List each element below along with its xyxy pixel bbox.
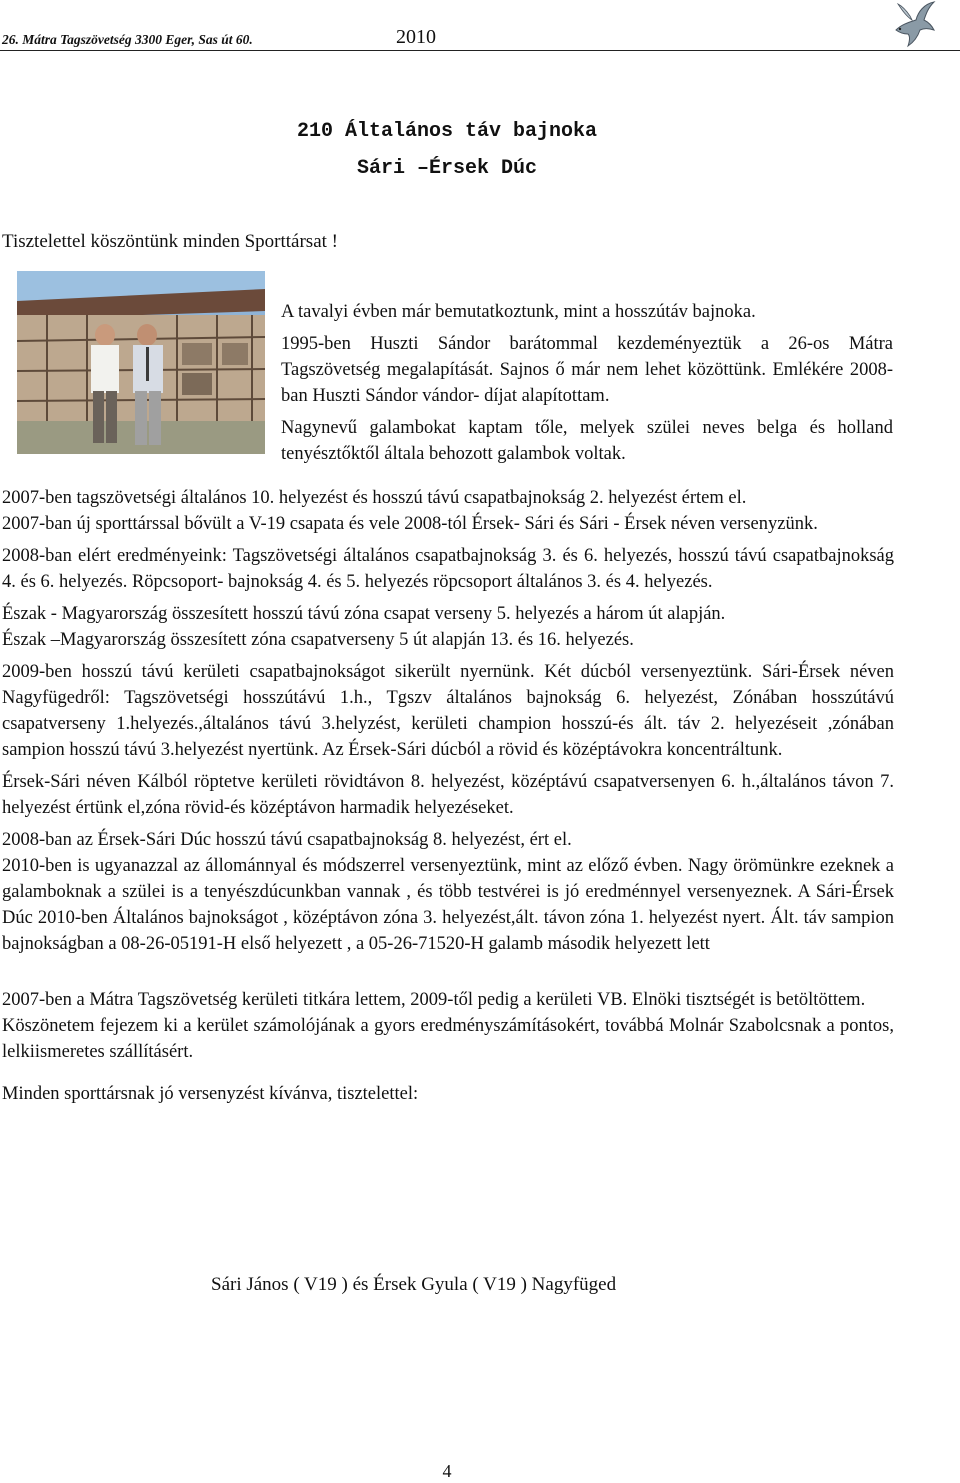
greeting: Tisztelettel köszöntünk minden Sporttársat ! [2,231,338,252]
closing-line: Minden sporttársnak jó versenyzést kívánva, tisztelettel: [2,1084,419,1104]
body-paragraph: Köszönetem fejezem ki a kerület számolójának a gyors eredményszámításokért, továbbá Molnár Szabolcsnak a pontos, lelkiismeretes szállításért. [2,1016,894,1062]
intro-paragraph: Nagynevű galambokat kaptam tőle, melyek szülei neves belga és holland tenyésztőktől általa behozott galambok voltak. [281,418,893,464]
body-paragraph: Érsek-Sári néven Kálból röptetve kerületi rövidtávon 8. helyezést, középtávú csapatversenyen 6. h.,általános távon 7. helyezést értünk el,zóna rövid-és középtávon harmadik helyezéseket. [2,772,894,818]
body-paragraph: Észak - Magyarország összesített hosszú távú zóna csapat verseny 5. helyezés a három út alapján. [2,604,726,624]
dove-icon [888,0,938,48]
body-paragraph: 2008-ban elért eredményeink: Tagszövetségi általános csapatbajnokság 3. és 6. helyezés, hosszú távú csapatbajnokság 4. és 6. helyezés. Röpcsoport- bajnokság 4. és 5. helyezés röpcsoport általános 3. és 4. helyezés. [2,546,894,592]
photo [17,271,265,454]
document-subtitle: Sári –Érsek Dúc [356,157,538,180]
header-year: 2010 [396,26,436,48]
intro-paragraph: A tavalyi évben már bemutatkoztunk, mint a hosszútáv bajnoka. [281,302,756,322]
body-paragraph: 2009-ben hosszú távú kerületi csapatbajnokságot sikerült nyernünk. Két dúcból versenyeztünk. Sári-Érsek néven Nagyfügedről: Tagszövetségi hosszútávú 1.h., Tgszv általános bajnokság 6. helyezést, Zónában hosszútávú csapatverseny 1.helyezés.,általános távú 3.helyzést, kerületi champion hosszú-és ált. táv 2. helyezéseit ,zónában sampion hosszú távú 3.helyezést nyertünk. Az Érsek-Sári dúcból a rövid és középtávokra koncentráltunk. [2,662,894,760]
signature: Sári János ( V19 ) és Érsek Gyula ( V19 ) Nagyfüged [211,1274,617,1295]
body-paragraph: 2007-ben tagszövetségi általános 10. helyezést és hosszú távú csapatbajnokság 2. helyezést értem el. [2,488,747,508]
document-title: 210 Általános táv bajnoka [296,120,598,143]
body-paragraph: Észak –Magyarország összesített zóna csapatverseny 5 út alapján 13. és 16. helyezés. [2,630,634,650]
intro-text [281,299,893,467]
body-paragraph: 2010-ben is ugyanazzal az állománnyal és módszerrel versenyeztünk, mint az előző évben. Nagy örömünkre ezeknek a galamboknak a szülei is a tenyészdúcunkban vannak , és több testvérei is jó eredménnyel versenyeznek. A Sári-Érsek Dúc 2010-ben Általános bajnokságot , középtávon zóna 3. helyezést,ált. távon zóna 1. helyezést nyert. Ált. táv sampion bajnokságban a 08-26-05191-H első helyezett , a 05-26-71520-H galamb második helyezett lett [2,856,894,954]
photo-image [17,271,265,454]
page-header [0,22,960,52]
body-text [2,485,894,1113]
body-paragraph: 2008-ban az Érsek-Sári Dúc hosszú távú csapatbajnokság 8. helyezést, ért el. [2,830,572,850]
body-paragraph: 2007-ben a Mátra Tagszövetség kerületi titkára lettem, 2009-től pedig a kerületi VB. Elnöki tisztségét is betöltöttem. [2,990,866,1010]
body-paragraph: 2007-ban új sporttárssal bővült a V-19 csapata és vele 2008-tól Érsek- Sári és Sári - Érsek néven versenyzünk. [2,514,818,534]
page-number: 4 [442,1461,452,1481]
header-organization: 26. Mátra Tagszövetség 3300 Eger, Sas út 60. [2,32,253,47]
intro-paragraph: 1995-ben Huszti Sándor barátommal kezdeményeztük a 26-os Mátra Tagszövetség megalapítását. Sajnos ő már nem lehet közöttünk. Emlékére 2008-ban Huszti Sándor vándor- díjat alapítottam. [281,334,893,406]
header-rule [0,50,960,51]
